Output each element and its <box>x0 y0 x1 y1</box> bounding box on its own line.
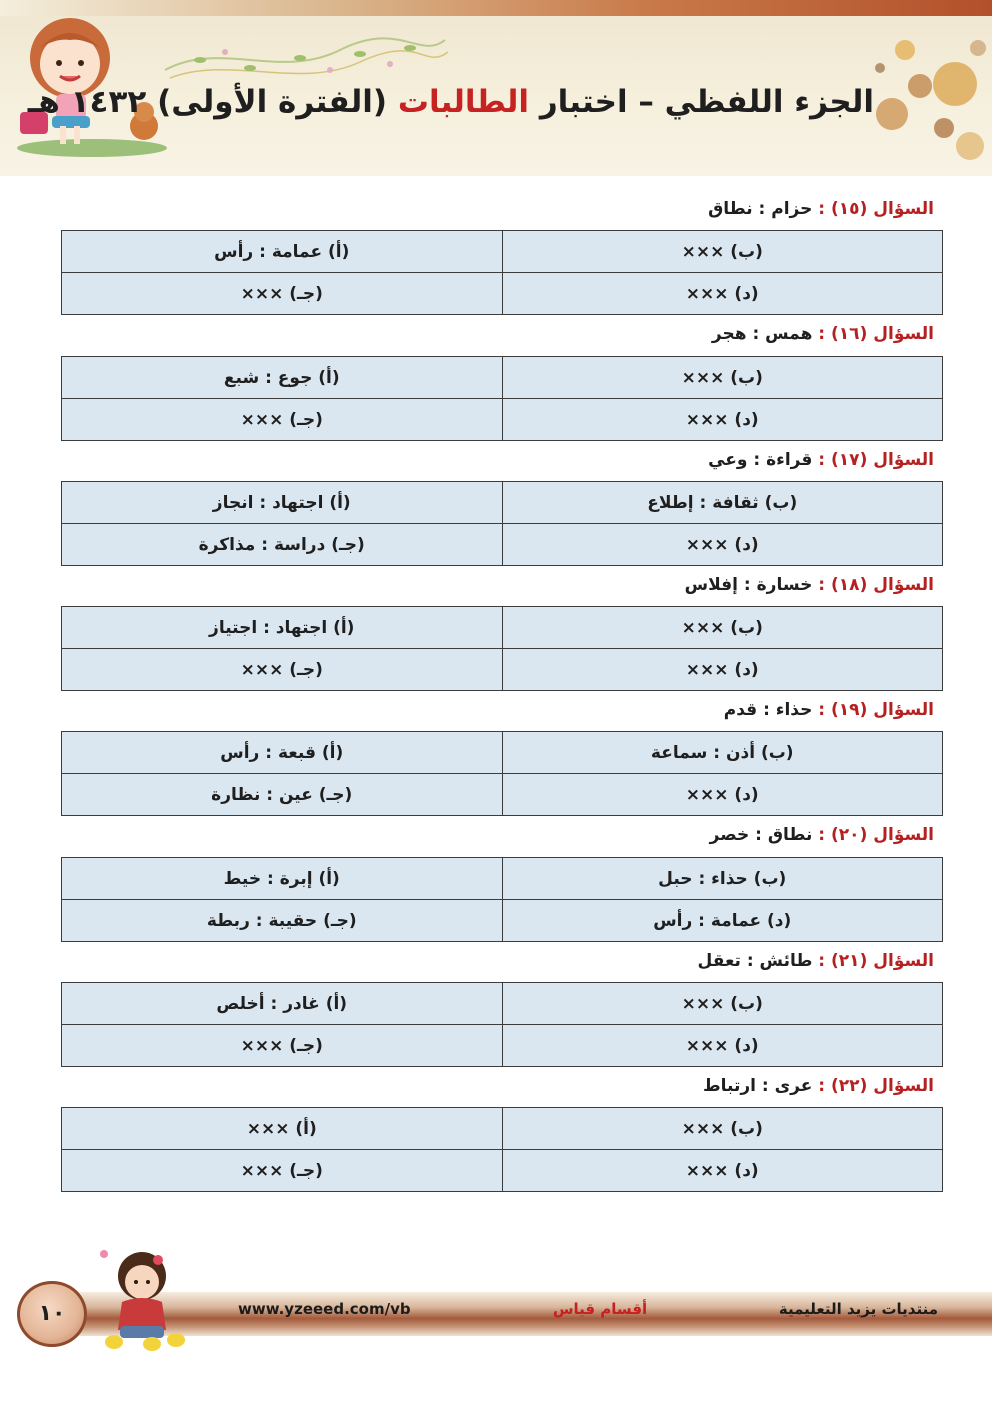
option-b[interactable]: (ب) ثقافة : إطلاع <box>502 482 943 524</box>
option-c[interactable]: (جـ) ××× <box>62 1150 503 1192</box>
option-c[interactable]: (جـ) عين : نظارة <box>62 774 503 816</box>
option-b[interactable]: (ب) ××× <box>502 231 943 273</box>
question-stem: همس : هجر <box>711 324 813 344</box>
question-16-heading <box>712 321 934 347</box>
question-16-options <box>61 356 943 441</box>
question-20-options <box>61 857 943 942</box>
option-c[interactable]: (جـ) ××× <box>62 649 503 691</box>
question-stem: حزام : نطاق <box>708 199 813 219</box>
question-stem: عرى : ارتباط <box>702 1076 813 1096</box>
footer-url-link[interactable]: www.yzeeed.com/vb <box>238 1300 411 1318</box>
option-a[interactable]: (أ) عمامة : رأس <box>62 231 503 273</box>
question-stem: نطاق : خصر <box>709 825 813 845</box>
option-d[interactable]: (د) ××× <box>502 1150 943 1192</box>
question-label: السؤال (٢٠) : <box>818 825 934 845</box>
question-stem: حذاء : قدم <box>723 700 813 720</box>
question-22-options <box>61 1107 943 1192</box>
question-15-heading <box>708 196 934 222</box>
option-b[interactable]: (ب) ××× <box>502 983 943 1025</box>
question-21-heading <box>698 948 934 974</box>
option-b[interactable]: (ب) أذن : سماعة <box>502 732 943 774</box>
option-d[interactable]: (د) عمامة : رأس <box>502 900 943 942</box>
title-part-1: الجزء اللفظي – اختبار <box>529 84 874 120</box>
option-a[interactable]: (أ) اجتهاد : انجاز <box>62 482 503 524</box>
question-stem: خسارة : إفلاس <box>684 575 813 595</box>
option-b[interactable]: (ب) ××× <box>502 1108 943 1150</box>
option-b[interactable]: (ب) ××× <box>502 357 943 399</box>
option-a[interactable]: (أ) قبعة : رأس <box>62 732 503 774</box>
page-number: ١٠ <box>38 1301 66 1326</box>
question-label: السؤال (٢١) : <box>818 951 934 971</box>
question-stem: طائش : تعقل <box>697 951 813 971</box>
question-label: السؤال (١٩) : <box>818 700 934 720</box>
option-a[interactable]: (أ) غادر : أخلص <box>62 983 503 1025</box>
option-c[interactable]: (جـ) ××× <box>62 1025 503 1067</box>
question-17-heading <box>708 447 934 473</box>
question-22-heading <box>703 1073 934 1099</box>
option-c[interactable]: (جـ) ××× <box>62 399 503 441</box>
option-d[interactable]: (د) ××× <box>502 273 943 315</box>
title-part-2: (الفترة الأولى) ١٤٣٢ هـ <box>27 84 398 120</box>
question-20-heading <box>710 822 934 848</box>
decorative-dots-icon <box>860 28 992 168</box>
option-d[interactable]: (د) ××× <box>502 399 943 441</box>
question-label: السؤال (١٧) : <box>818 450 934 470</box>
question-label: السؤال (٢٢) : <box>818 1076 934 1096</box>
question-19-heading <box>724 697 934 723</box>
footer-site-name: منتديات يزيد التعليمية <box>778 1300 938 1318</box>
option-b[interactable]: (ب) ××× <box>502 607 943 649</box>
child-with-chicks-illustration-icon <box>92 1246 194 1356</box>
question-label: السؤال (١٨) : <box>818 575 934 595</box>
question-18-options <box>61 606 943 691</box>
question-21-options <box>61 982 943 1067</box>
option-d[interactable]: (د) ××× <box>502 774 943 816</box>
header-banner <box>0 0 992 176</box>
question-19-options <box>61 731 943 816</box>
option-a[interactable]: (أ) جوع : شبع <box>62 357 503 399</box>
option-c[interactable]: (جـ) ××× <box>62 273 503 315</box>
option-c[interactable]: (جـ) دراسة : مذاكرة <box>62 524 503 566</box>
option-a[interactable]: (أ) اجتهاد : اجتياز <box>62 607 503 649</box>
title-highlight: الطالبات <box>397 84 530 120</box>
page-title <box>28 80 874 124</box>
option-a[interactable]: (أ) إبرة : خيط <box>62 858 503 900</box>
footer-section-label: أقسام قياس <box>552 1300 648 1318</box>
option-b[interactable]: (ب) حذاء : حبل <box>502 858 943 900</box>
question-label: السؤال (١٥) : <box>818 199 934 219</box>
option-d[interactable]: (د) ××× <box>502 649 943 691</box>
question-stem: قراءة : وعي <box>708 450 813 470</box>
question-15-options <box>61 230 943 315</box>
option-a[interactable]: (أ) ××× <box>62 1108 503 1150</box>
question-label: السؤال (١٦) : <box>818 324 934 344</box>
option-d[interactable]: (د) ××× <box>502 1025 943 1067</box>
option-c[interactable]: (جـ) حقيبة : ربطة <box>62 900 503 942</box>
question-17-options <box>61 481 943 566</box>
option-d[interactable]: (د) ××× <box>502 524 943 566</box>
question-18-heading <box>685 572 934 598</box>
